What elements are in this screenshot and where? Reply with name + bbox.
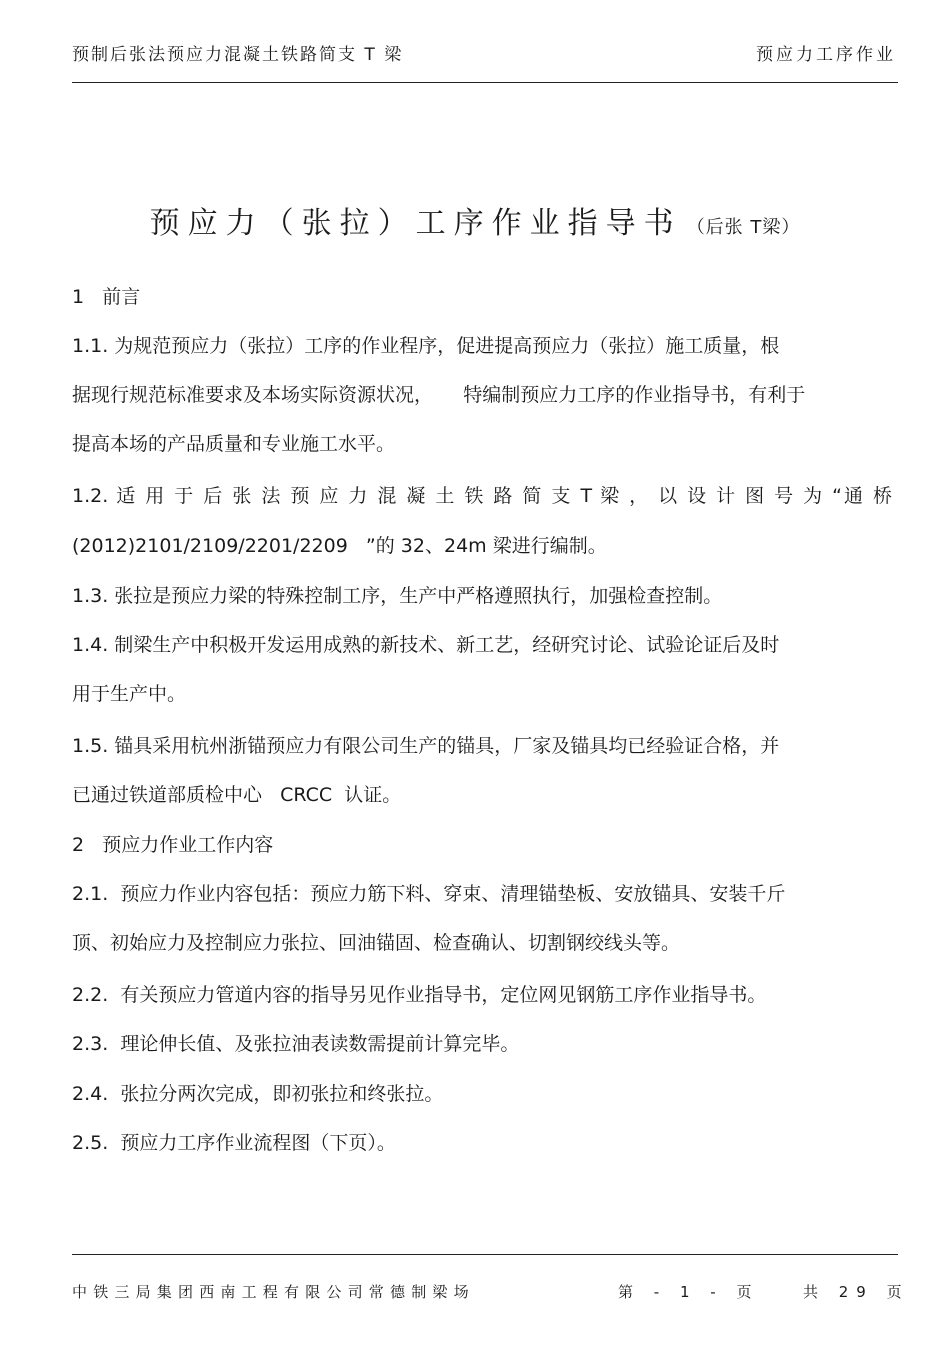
header-document-title: 预制后张法预应力混凝土铁路简支 T 梁 xyxy=(72,45,404,65)
paragraph-line: 据现行规范标准要求及本场实际资源状况， 特编制预应力工序的作业指导书，有利于 xyxy=(72,384,806,406)
paragraph-line: 顶、初始应力及控制应力张拉、回油锚固、检查确认、切割钢绞线头等。 xyxy=(72,932,681,954)
footer-page-total: 共 29 页 xyxy=(803,1283,910,1301)
paragraph-line: 1.5. 锚具采用杭州浙锚预应力有限公司生产的锚具，厂家及锚具均已经验证合格，并 xyxy=(72,735,780,757)
paragraph-line: 2.2. 有关预应力管道内容的指导另见作业指导书，定位网见钢筋工序作业指导书。 xyxy=(72,984,767,1006)
footer-company: 中铁三局集团西南工程有限公司常德制梁场 xyxy=(72,1283,475,1301)
paragraph-line: 提高本场的产品质量和专业施工水平。 xyxy=(72,433,396,455)
paragraph-line: 用于生产中。 xyxy=(72,683,187,705)
page-title xyxy=(0,198,950,242)
paragraph-line: 已通过铁道部质检中心 CRCC 认证。 xyxy=(72,784,402,806)
paragraph-line: 2.1. 预应力作业内容包括：预应力筋下料、穿束、清理锚垫板、安放锚具、安装千斤 xyxy=(72,883,786,905)
page-title-sub: （后张 T梁） xyxy=(686,217,801,238)
footer-rule xyxy=(72,1254,898,1255)
paragraph-line: 2.4. 张拉分两次完成，即初张拉和终张拉。 xyxy=(72,1083,444,1105)
page-title-main: 预应力（张拉）工序作业指导书 xyxy=(149,206,682,241)
paragraph-line: 1.3. 张拉是预应力梁的特殊控制工序，生产中严格遵照执行，加强检查控制。 xyxy=(72,585,723,607)
footer-page-number: 第 - 1 - 页 xyxy=(618,1283,760,1301)
paragraph-line: 1.1. 为规范预应力（张拉）工序的作业程序，促进提高预应力（张拉）施工质量，根 xyxy=(72,335,780,357)
paragraph-line: 1.4. 制梁生产中积极开发运用成熟的新技术、新工艺，经研究讨论、试验论证后及时 xyxy=(72,634,780,656)
paragraph-line: 2.3. 理论伸长值、及张拉油表读数需提前计算完毕。 xyxy=(72,1033,520,1055)
paragraph-line: 2.5. 预应力工序作业流程图（下页）。 xyxy=(72,1132,396,1154)
paragraph-line: (2012)2101/2109/2201/2209 ”的 32、24m 梁进行编制。 xyxy=(72,535,607,557)
paragraph-line: 1.2. 适 用 于 后 张 法 预 应 力 混 凝 土 铁 路 简 支 T 梁 ， 以 设 计 图 号 为 “通 桥 xyxy=(72,485,892,507)
section-heading: 2 预应力作业工作内容 xyxy=(72,834,274,856)
section-heading: 1 前言 xyxy=(72,286,141,308)
header-rule xyxy=(72,82,898,83)
header-section-title: 预应力工序作业 xyxy=(756,45,896,65)
